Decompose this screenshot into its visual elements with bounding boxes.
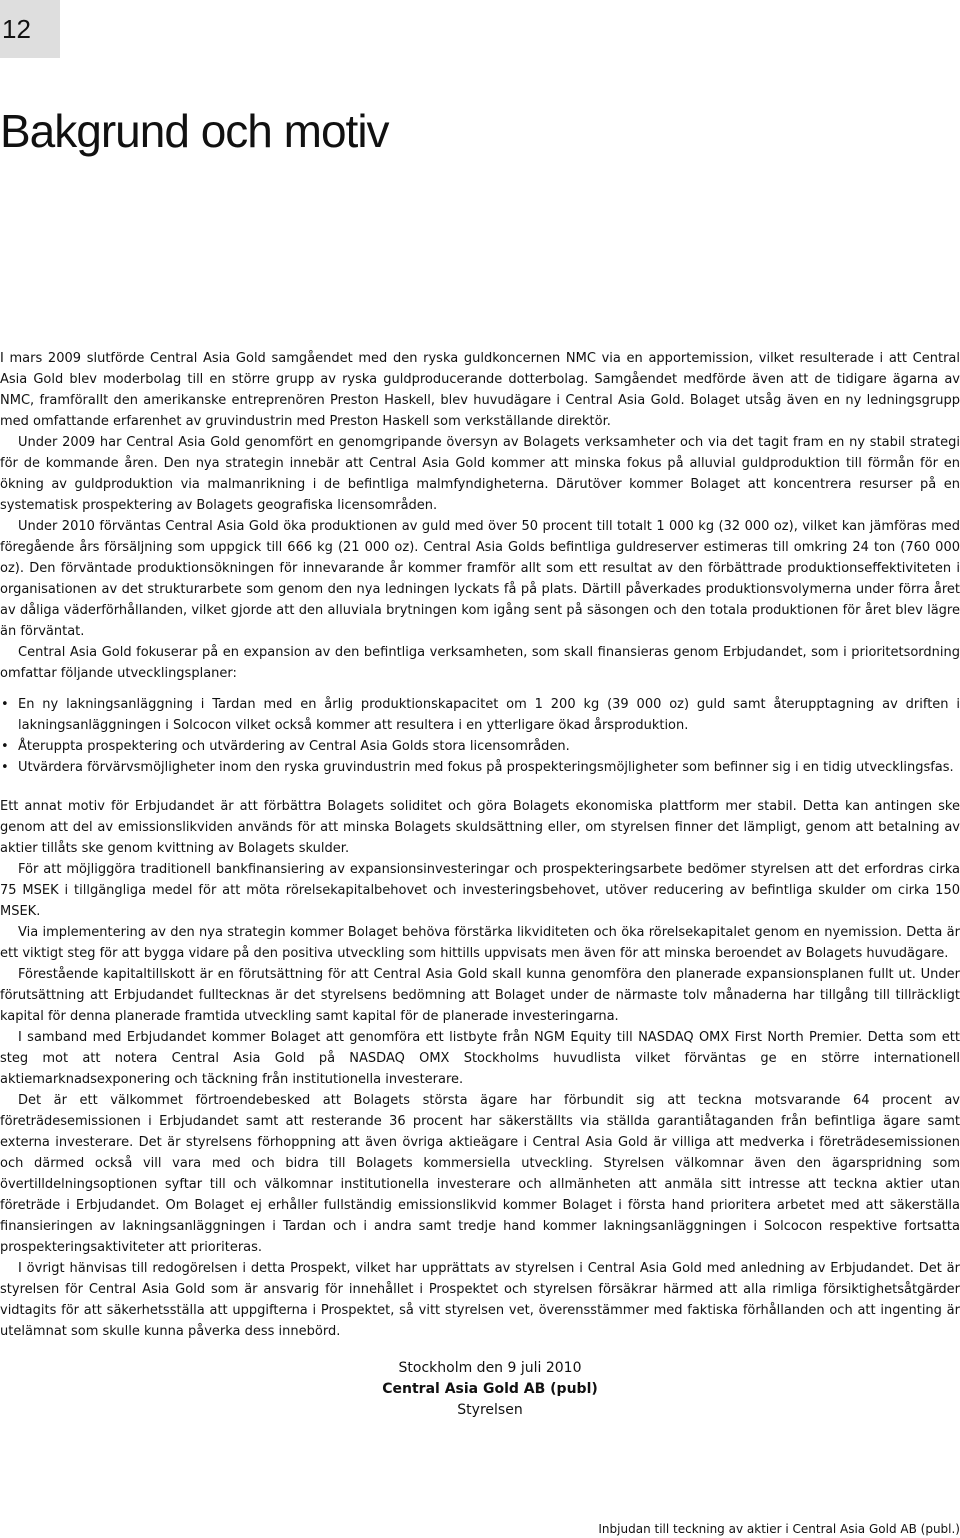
paragraph: I mars 2009 slutförde Central Asia Gold samgåendet med den ryska guldkoncernen NMC via en apportemission, vilket resulterade i att Central Asia Gold blev moderbolag till en större grupp av ryska guldproducerande dotterbolag. Samgåendet medförde även att de tidigare ägarna av NMC, framförallt den amerikanske entreprenören Preston Haskell, blev huvudägare i Central Asia Gold. Bolaget utsåg även en ny ledningsgrupp med omfattande erfarenhet av gruvindustrin med Preston Haskell som verkställande direktör. — [0, 351, 960, 429]
page-footer: Inbjudan till teckning av aktier i Central Asia Gold AB (publ.) — [598, 1522, 960, 1536]
list-item-text: Återuppta prospektering och utvärdering av Central Asia Golds stora licensområden. — [18, 739, 570, 754]
bullet-icon: • — [1, 739, 9, 754]
list-item-text: Utvärdera förvärvsmöjligheter inom den ryska gruvindustrin med fokus på prospekteringsmöjligheter som befinner sig i en tidig utvecklingsfas. — [18, 760, 954, 775]
paragraph: Central Asia Gold fokuserar på en expansion av den befintliga verksamheten, som skall finansieras genom Erbjudandet, som i prioritetsordning omfattar följande utvecklingsplaner: — [0, 645, 960, 681]
paragraph: Förestående kapitaltillskott är en förutsättning för att Central Asia Gold skall kunna genomföra den planerade expansionsplanen fullt ut. Under förutsättning att Erbjudandet fulltecknas är det styrelsens bedömning att Bolaget under de närmaste tolv månaderna har tillgång till tillräckligt kapital för denna planerade framtida utveckling samt kapital för de planerade investeringarna. — [0, 967, 960, 1024]
paragraph: Det är ett välkommet förtroendebesked att Bolagets största ägare har förbundit sig att teckna motsvarande 64 procent av företrädesemissionen i Erbjudandet samt att resterande 36 procent har säkerställts via ställda garantiåtaganden från befintliga ägare samt externa investerare. Det är styrelsens förhoppning att även övriga aktieägare i Central Asia Gold är villiga att medverka i företrädesemissionen och därmed också vill vara med och bidra till Bolagets kommersiella utveckling. Styrelsen välkomnar även den ägarspridning som övertilldelningsoptionen syftar till och välkomnar institutionella investerare och allmänheten att anmäla sitt intresse att teckna aktier utan företräde i Erbjudandet. Om Bolaget ej erhåller fullständig emissionslikvid kommer Bolaget i första hand prioritera arbetet med att säkerställa finansieringen av lakningsanläggningen i Tardan och i andra samt tredje hand kommer lakningsanläggningen i Solcocon respektive fortsatta prospekteringsaktiviteter att prioriteras. — [0, 1093, 960, 1255]
paragraph: Under 2009 har Central Asia Gold genomfört en genomgripande översyn av Bolagets verksamheter och via det tagit fram en ny stabil strategi för de kommande åren. Den nya strategin innebär att Central Asia Gold kommer att minska fokus på alluvial guldproduktion till förmån för en ökning av guldproduktion via malmanrikning i de befintliga malmfyndigheterna. Därutöver kommer Bolaget att koncentrera resurser på en systematisk prospektering av Bolagets geografiska licensområden. — [0, 435, 960, 513]
paragraph: Ett annat motiv för Erbjudandet är att förbättra Bolagets soliditet och göra Bolagets ekonomiska plattform mer stabil. Detta kan antingen ske genom att del av emissionslikviden används för att minska Bolagets skuldsättning eller, om styrelsen finner det lämpligt, genom att betalning av aktier tillåts ske genom kvittning av Bolagets skulder. — [0, 799, 960, 856]
signature-company: Central Asia Gold AB (publ) — [382, 1381, 598, 1397]
list-item — [0, 736, 960, 757]
list-item — [0, 694, 960, 736]
bullet-icon: • — [1, 697, 9, 712]
bullet-icon: • — [1, 760, 9, 775]
development-plans-list — [0, 694, 960, 778]
page-title: Bakgrund och motiv — [0, 105, 389, 157]
page-number: 12 — [0, 0, 60, 58]
paragraph: I övrigt hänvisas till redogörelsen i detta Prospekt, vilket har upprättats av styrelsen i Central Asia Gold med anledning av Erbjudandet. Det är styrelsen för Central Asia Gold som är ansvarig för innehållet i Prospektet och styrelsen försäkrar härmed att alla rimliga försiktighetsåtgärder vidtagits för att säkerhetsställa att uppgifterna i Prospektet, så vitt styrelsen vet, överensstämmer med faktiska förhållanden och att ingenting är utelämnat som skulle kunna påverka dess innebörd. — [0, 1261, 960, 1339]
paragraph: För att möjliggöra traditionell bankfinansiering av expansionsinvesteringar och prospekteringsarbete bedömer styrelsen att det erfordras cirka 75 MSEK i tillgängliga medel för att möta rörelsekapitalbehovet och investeringsbehovet, utöver reducering av befintliga skulder om cirka 150 MSEK. — [0, 862, 960, 919]
list-item — [0, 757, 960, 778]
paragraph: Via implementering av den nya strategin kommer Bolaget behöva förstärka likviditeten och öka rörelsekapitalet genom en nyemission. Detta är ett viktigt steg för att bygga vidare på den positiva utveckling som hittills uppvisats men även för att minska beroendet av Bolagets huvudägare. — [0, 925, 960, 961]
list-item-text: En ny lakningsanläggning i Tardan med en årlig produktionskapacitet om 1 200 kg (39 000 oz) guld samt återupptagning av driften i lakningsanläggningen i Solcocon vilket också kommer att resultera i en ytterligare ökad årsproduktion. — [18, 697, 960, 733]
signature-block — [0, 1358, 960, 1421]
signature-signatory: Styrelsen — [457, 1402, 523, 1418]
body-text — [0, 348, 960, 1342]
paragraph: Under 2010 förväntas Central Asia Gold öka produktionen av guld med över 50 procent till totalt 1 000 kg (32 000 oz), vilket kan jämföras med föregående års försäljning som uppgick till 666 kg (21 000 oz). Central Asia Golds befintliga guldreserver estimeras till omkring 24 ton (760 000 oz). Den förväntade produktionsökningen för innevarande år kommer framför allt som ett resultat av den förbättrade produktionseffektiviteten i organisationen av det strukturarbete som genom den nya ledningen lyckats få på plats. Därtill påverkades produktionsvolymerna under förra året av dåliga väderförhållanden, vilket gjorde att den alluviala brytningen kom igång sent på säsongen och den totala produktionen för året blev lägre än förväntat. — [0, 519, 960, 639]
paragraph: I samband med Erbjudandet kommer Bolaget att genomföra ett listbyte från NGM Equity till NASDAQ OMX First North Premier. Detta som ett steg mot att notera Central Asia Gold på NASDAQ OMX Stockholms huvudlista vilket förväntas ge en större internationell aktiemarknadsexponering och täckning från institutionella investerare. — [0, 1030, 960, 1087]
signature-place-date: Stockholm den 9 juli 2010 — [398, 1360, 582, 1376]
